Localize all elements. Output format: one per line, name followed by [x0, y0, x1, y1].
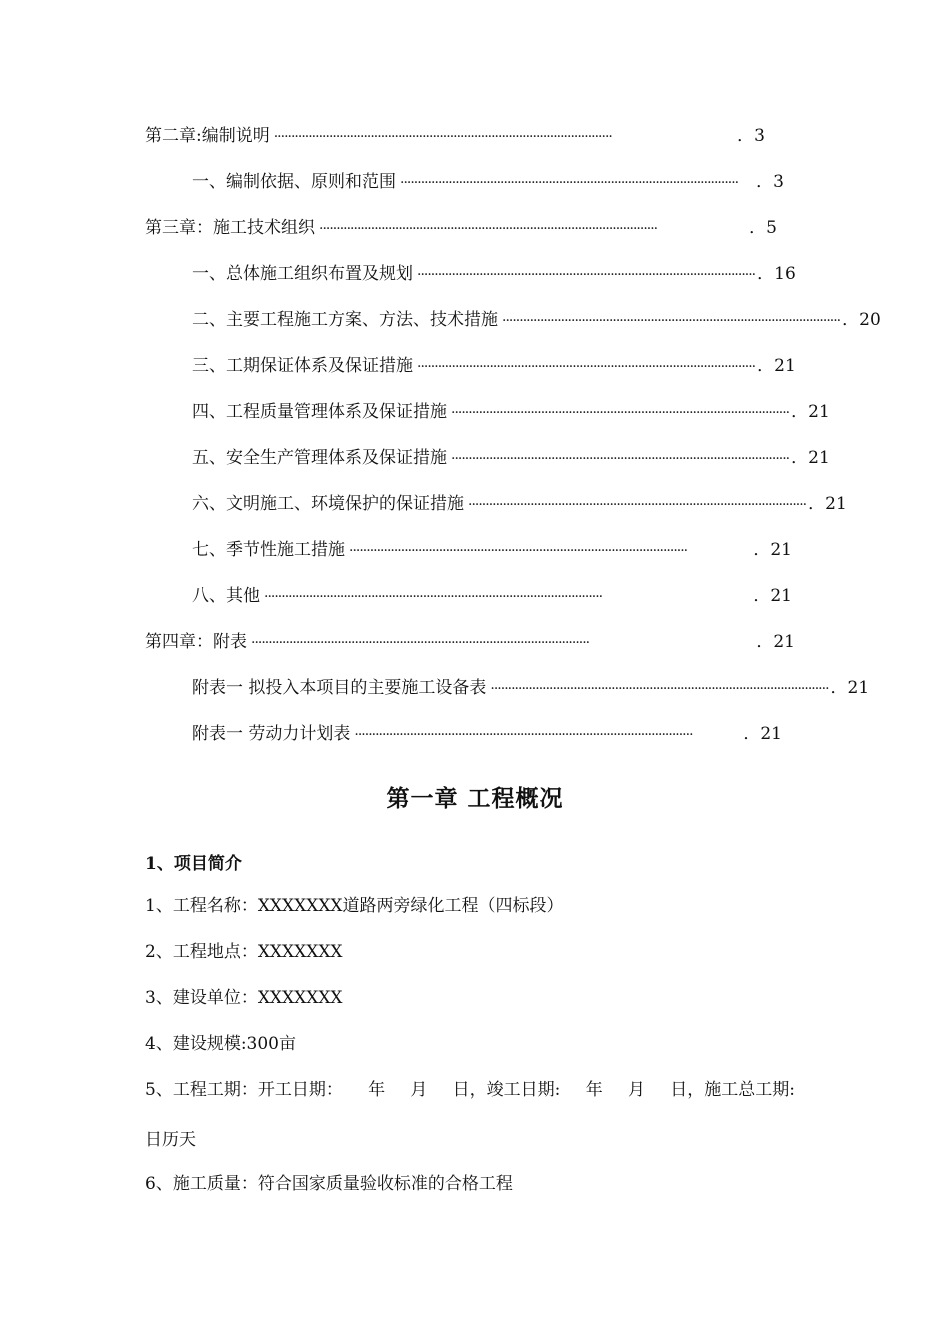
toc-entry-page: ．21	[791, 448, 830, 468]
toc-entry[interactable]	[192, 445, 830, 471]
project-period-line	[145, 1077, 795, 1103]
toc-entry-label: 六、文明施工、环境保护的保证措施	[192, 494, 464, 514]
toc-entry-label: 二、主要工程施工方案、方法、技术措施	[192, 310, 498, 330]
toc-leader: ··································································································	[264, 589, 603, 605]
toc-entry-label: 第二章:编制说明	[145, 126, 270, 146]
toc-entry-page: ．21	[830, 678, 870, 698]
toc-entry-label: 四、工程质量管理体系及保证措施	[192, 402, 447, 422]
period-part: 年	[368, 1080, 386, 1100]
toc-leader: ··································································································	[273, 129, 612, 145]
toc-leader: ··································································································	[417, 267, 756, 283]
toc-entry-page: ．3	[737, 126, 765, 146]
toc-entry-label: 第四章：附表	[145, 632, 247, 652]
toc-leader: ··································································································	[319, 221, 658, 237]
toc-entry-page: ．21	[791, 402, 830, 422]
toc-entry-label: 八、其他	[192, 586, 260, 606]
toc-entry[interactable]	[192, 721, 782, 747]
toc-entry-page: ．16	[757, 264, 796, 284]
period-part: 年	[585, 1080, 603, 1100]
section-heading: 1、项目简介	[145, 854, 242, 874]
project-quality-line: 6、施工质量：符合国家质量验收标准的合格工程	[145, 1174, 513, 1194]
toc-entry-page: ．21	[757, 356, 796, 376]
toc-entry-page: ．21	[756, 632, 795, 652]
toc-entry-label: 七、季节性施工措施	[192, 540, 345, 560]
toc-entry[interactable]	[192, 399, 830, 425]
period-part: 5、工程工期：开工日期：	[145, 1080, 343, 1100]
toc-entry[interactable]	[145, 123, 765, 149]
chapter-title: 第一章 工程概况	[386, 785, 564, 812]
toc-leader: ··································································································	[451, 405, 790, 421]
toc-entry-page: ．20	[842, 310, 881, 330]
toc-entry[interactable]	[192, 675, 870, 701]
period-part: 月	[410, 1080, 428, 1100]
toc-entry-label: 五、安全生产管理体系及保证措施	[192, 448, 447, 468]
period-part: 日，竣工日期:	[452, 1080, 561, 1100]
toc-leader: ··································································································	[349, 543, 688, 559]
toc-entry[interactable]	[145, 629, 795, 655]
toc-entry-page: ．21	[753, 540, 792, 560]
toc-entry-page: ．3	[756, 172, 784, 192]
toc-entry-label: 附表一 拟投入本项目的主要施工设备表	[192, 678, 487, 698]
toc-leader: ··································································································	[417, 359, 756, 375]
toc-leader: ··································································································	[400, 175, 739, 191]
toc-leader: ··································································································	[251, 635, 590, 651]
toc-entry-page: ．21	[753, 586, 792, 606]
project-owner-line: 3、建设单位：XXXXXXX	[145, 988, 343, 1008]
toc-entry[interactable]	[192, 169, 784, 195]
toc-leader: ··································································································	[468, 497, 807, 513]
project-location-line: 2、工程地点：XXXXXXX	[145, 942, 343, 962]
toc-entry[interactable]	[145, 215, 777, 241]
project-name-line: 1、工程名称：XXXXXXX道路两旁绿化工程（四标段）	[145, 896, 564, 916]
toc-entry[interactable]	[192, 537, 792, 563]
toc-entry[interactable]	[192, 583, 792, 609]
toc-entry[interactable]	[192, 261, 796, 287]
toc-leader: ··································································································	[502, 313, 841, 329]
toc-entry[interactable]	[192, 307, 881, 333]
toc-entry[interactable]	[192, 353, 796, 379]
toc-entry-page: ．21	[743, 724, 782, 744]
project-scale-line: 4、建设规模:300亩	[145, 1034, 296, 1054]
period-part: 月	[627, 1080, 645, 1100]
toc-leader: ··································································································	[451, 451, 790, 467]
toc-entry[interactable]	[192, 491, 847, 517]
toc-entry-label: 第三章：施工技术组织	[145, 218, 315, 238]
toc-entry-page: ．21	[808, 494, 847, 514]
project-period-continuation: 日历天	[145, 1130, 196, 1150]
toc-leader: ··································································································	[354, 727, 693, 743]
toc-leader: ··································································································	[490, 681, 829, 697]
toc-entry-label: 一、编制依据、原则和范围	[192, 172, 396, 192]
toc-entry-page: ．5	[749, 218, 777, 238]
period-part: 日，施工总工期:	[670, 1080, 795, 1100]
toc-entry-label: 三、工期保证体系及保证措施	[192, 356, 413, 376]
toc-entry-label: 附表一 劳动力计划表	[192, 724, 351, 744]
toc-entry-label: 一、总体施工组织布置及规划	[192, 264, 413, 284]
